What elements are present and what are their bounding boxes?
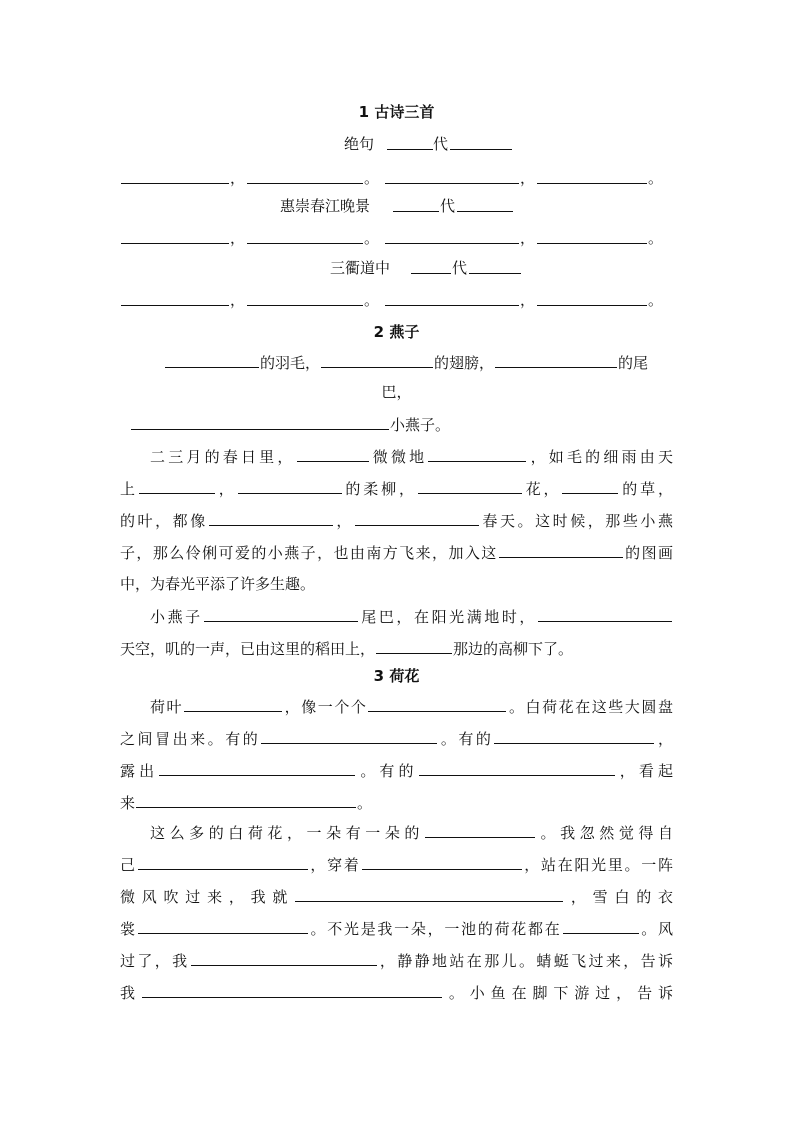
blank <box>538 606 672 622</box>
blank <box>204 606 358 622</box>
text: 的尾 <box>618 354 649 372</box>
dynasty-label: 代 <box>433 135 449 153</box>
text: ， <box>215 480 237 498</box>
blank <box>428 446 526 462</box>
blank <box>450 134 512 150</box>
blank <box>385 290 519 306</box>
p1-line-2 <box>120 478 673 499</box>
poem-lines-row-2 <box>120 228 673 248</box>
text: 露出 <box>120 762 159 780</box>
p1-line-4 <box>120 542 673 563</box>
text: 。有的 <box>438 730 494 748</box>
text: 尾巴，在阳光满地时， <box>358 608 537 626</box>
blank <box>368 696 506 712</box>
period: 。 <box>648 291 664 309</box>
text: 。不光是我一朵，一池的荷花都在 <box>308 920 562 938</box>
text: 。 <box>357 794 373 812</box>
poem-name: 惠崇春江晚景 <box>280 197 371 215</box>
p4-line-4 <box>120 918 673 939</box>
blank <box>499 542 623 558</box>
blank <box>247 290 363 306</box>
lesson-title-3: 3 荷花 <box>373 667 420 685</box>
text: ，像一个个 <box>283 698 368 716</box>
comma: ， <box>230 229 246 247</box>
text: ，穿着 <box>308 856 361 874</box>
blank <box>139 478 215 494</box>
poem-lines-row-3 <box>120 290 673 310</box>
blank <box>238 478 342 494</box>
p1-line-3 <box>120 510 673 531</box>
p1-line-1 <box>150 446 673 467</box>
blank <box>387 134 433 150</box>
text: 这么多的白荷花，一朵有一朵的 <box>150 824 424 842</box>
comma: ， <box>230 291 246 309</box>
text: 的草， <box>619 480 673 498</box>
text: 来 <box>120 794 136 812</box>
text: 二三月的春日里， <box>150 448 296 466</box>
blank <box>247 228 363 244</box>
blank <box>247 168 363 184</box>
blank <box>159 760 355 776</box>
blank <box>138 854 308 870</box>
p4-line-5 <box>120 950 673 971</box>
blank <box>411 258 451 274</box>
blank <box>563 918 639 934</box>
text: 的柔柳， <box>342 480 417 498</box>
text: 的羽毛， <box>260 354 321 372</box>
blank <box>495 352 617 368</box>
blank <box>362 854 522 870</box>
text: 的图画 <box>623 544 673 562</box>
comma: ， <box>520 169 536 187</box>
text: 小燕子 <box>150 608 203 626</box>
blank <box>131 414 389 430</box>
text: 小燕子。 <box>390 416 451 434</box>
text: 过了，我 <box>120 952 190 970</box>
blank <box>385 168 519 184</box>
blank <box>209 510 333 526</box>
blank <box>121 228 229 244</box>
blank <box>537 228 647 244</box>
text: ，看起 <box>615 762 673 780</box>
blank <box>165 352 259 368</box>
blank <box>385 228 519 244</box>
text: 春天。这时候，那些小燕 <box>479 512 673 530</box>
blank <box>261 728 437 744</box>
text: 裳 <box>120 920 137 938</box>
blank <box>355 510 479 526</box>
blank <box>469 258 521 274</box>
period: 。 <box>364 291 380 309</box>
text: 的叶，都像 <box>120 512 208 530</box>
p3-line-1 <box>150 696 673 717</box>
text: ，站在阳光里。一阵 <box>522 856 673 874</box>
text: 的翅膀， <box>434 354 495 372</box>
text: 。风 <box>639 920 673 938</box>
poem-name: 三衢道中 <box>330 259 391 277</box>
blank <box>425 822 535 838</box>
blank <box>537 290 647 306</box>
p4-line-1 <box>150 822 673 843</box>
intro-line-1 <box>164 352 673 373</box>
period: 。 <box>364 169 380 187</box>
text: ，如毛的细雨由天 <box>527 448 673 466</box>
blank <box>191 950 377 966</box>
text: 子，那么伶俐可爱的小燕子，也由南方飞来，加入这 <box>120 544 498 562</box>
p3-line-3 <box>120 760 673 781</box>
intro-line-3 <box>130 414 673 435</box>
lesson-title-1: 1 古诗三首 <box>358 103 435 121</box>
p4-line-3 <box>120 886 673 907</box>
blank <box>393 196 439 212</box>
blank <box>419 760 615 776</box>
text: 天空，叽的一声，已由这里的稻田上， <box>120 640 376 658</box>
blank <box>295 886 563 902</box>
text: ， <box>333 512 354 530</box>
blank <box>457 196 513 212</box>
text: ，雪白的衣 <box>564 888 673 906</box>
poem-lines-row-1 <box>120 168 673 188</box>
p3-line-2 <box>120 728 673 749</box>
blank <box>184 696 282 712</box>
text: 花， <box>522 480 562 498</box>
text: 荷叶 <box>150 698 184 716</box>
intro-line-2: 巴， <box>381 383 412 401</box>
blank <box>121 290 229 306</box>
text: 上 <box>120 480 138 498</box>
p1-line-5: 中，为春光平添了许多生趣。 <box>120 575 316 593</box>
blank <box>321 352 433 368</box>
text: ， <box>655 730 673 748</box>
p2-line-1 <box>150 606 673 627</box>
blank <box>121 168 229 184</box>
text: 那边的高柳下了。 <box>453 640 574 658</box>
comma: ， <box>230 169 246 187</box>
dynasty-label: 代 <box>440 197 456 215</box>
text: 之间冒出来。有的 <box>120 730 261 748</box>
text: 。小鱼在脚下游过，告诉 <box>442 984 673 1002</box>
p2-line-2 <box>120 638 673 659</box>
blank <box>562 478 618 494</box>
text: 。我忽然觉得自 <box>535 824 673 842</box>
text: 。有的 <box>356 762 418 780</box>
text: 微微地 <box>369 448 428 466</box>
period: 。 <box>364 229 380 247</box>
blank <box>136 792 356 808</box>
blank <box>537 168 647 184</box>
blank <box>297 446 369 462</box>
blank <box>376 638 452 654</box>
lesson-title-2: 2 燕子 <box>373 323 420 341</box>
text: ，静静地站在那儿。蜻蜓飞过来，告诉 <box>377 952 673 970</box>
comma: ， <box>520 291 536 309</box>
poem-name: 绝句 <box>344 135 375 153</box>
p4-line-2 <box>120 854 673 875</box>
p4-line-6 <box>120 982 673 1003</box>
blank <box>494 728 654 744</box>
period: 。 <box>648 169 664 187</box>
text: 微风吹过来，我就 <box>120 888 295 906</box>
text: 。白荷花在这些大圆盘 <box>507 698 673 716</box>
comma: ， <box>520 229 536 247</box>
blank <box>138 918 308 934</box>
text: 我 <box>120 984 141 1002</box>
text: 己 <box>120 856 137 874</box>
period: 。 <box>648 229 664 247</box>
blank <box>418 478 522 494</box>
p3-line-4 <box>120 792 673 813</box>
blank <box>142 982 442 998</box>
dynasty-label: 代 <box>452 259 468 277</box>
